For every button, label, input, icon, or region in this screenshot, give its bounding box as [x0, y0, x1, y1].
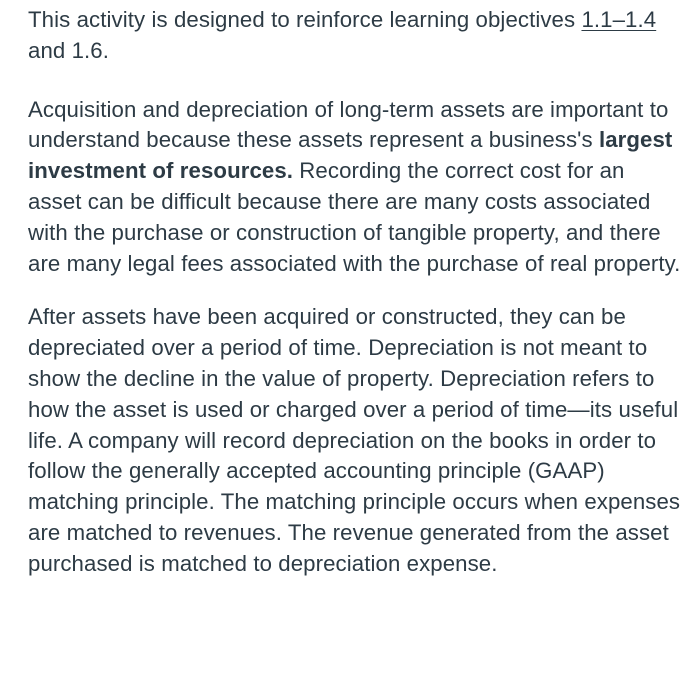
intro-text-before: This activity is designed to reinforce learning objectives — [28, 7, 582, 32]
acquisition-text-before: Acquisition and depreciation of long-term assets are important to understand because these assets represent a business's — [28, 96, 669, 153]
acquisition-emphasis: largest investment of resources. — [28, 127, 673, 184]
acquisition-paragraph — [28, 95, 682, 280]
intro-paragraph — [28, 5, 682, 67]
acquisition-text-after: Recording the correct cost for an asset can be difficult because there are many costs associated with the purchase or construction of tangible property, and there are many legal fees associated with the purchase of real property. — [28, 158, 681, 276]
learning-objectives-link[interactable]: 1.1–1.4 — [581, 7, 657, 32]
intro-text-after: and 1.6. — [28, 37, 109, 63]
depreciation-paragraph: After assets have been acquired or constructed, they can be depreciated over a period of time. Depreciation is not meant to show the decline in the value of property. Depreciation refers to how the asset is used or charged over a period of time—its useful life. A company will record depreciation on the books in order to follow the generally accepted accounting principle (GAAP) matching principle. The matching principle occurs when expenses are matched to revenues. The revenue generated from the asset purchased is matched to depreciation expense. — [28, 304, 681, 576]
